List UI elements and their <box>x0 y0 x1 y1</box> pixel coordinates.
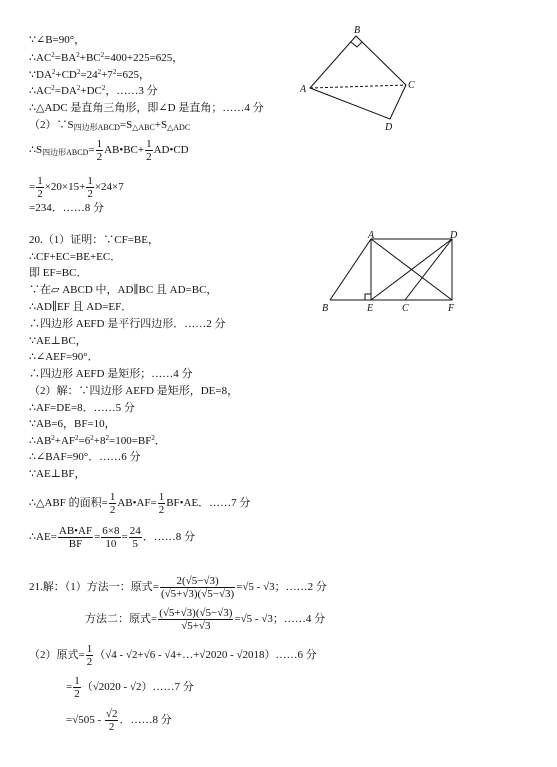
q19-line-2: $\therefore AC^2=BA^2+BC^2=400+225=625$， <box>29 51 184 64</box>
q20-line-6: ∴四边形 AEFD 是平行四边形．……2 分 <box>29 318 226 330</box>
fraction-24-over-5: $\frac{24}{5}$ <box>129 525 141 550</box>
q19-line-3: $\because DA^2+CD^2=24^2+7^2=625$， <box>29 68 151 81</box>
q20-line-17: ∴AE= $\frac{AB•AF}{BF}$ = $\frac{6\times 8}{10}$ = $\frac{24}{5}$ ．……8 分 <box>29 525 195 550</box>
q20-line-1: 20.（1）证明：∵CF=BE， <box>29 234 159 246</box>
q21-line-3: （2）原式= $\frac{1}{2}$ （√4 - √2+√6 - √4+…+√2020 - √2018）……6 分 <box>29 643 317 668</box>
label-b: B <box>354 25 361 36</box>
fraction-half: $\frac{1}{2}$ <box>86 643 93 668</box>
label-d: D <box>450 230 458 241</box>
fraction-method-one: $\frac{2(√5-√3)}{(√5+√3)(√5-√3)}$ <box>160 575 235 600</box>
label-d: D <box>385 122 393 133</box>
side-ab <box>330 239 371 300</box>
q20-line-2: ∴CF+EC=BE+EC． <box>29 251 122 263</box>
q19-line-1: ∵∠B=90°， <box>29 34 86 46</box>
label-e: E <box>367 303 374 314</box>
fraction-48-over-10: $\frac{6\times 8}{10}$ <box>102 525 120 550</box>
label-a: A <box>368 230 375 241</box>
q19-line-7: $\therefore S_{四边形ABCD}=$ $\frac{1}{2}$ AB•BC+ $\frac{1}{2}$ AD•CD <box>29 138 189 163</box>
fraction-half: $\frac{1}{2}$ <box>96 138 103 163</box>
diagonal-ac <box>310 85 406 88</box>
fraction-ab-af-over-bf: $\frac{AB•AF}{BF}$ <box>58 525 93 550</box>
fraction-half: $\frac{1}{2}$ <box>158 491 165 516</box>
q20-line-13: $\therefore AB^2+AF^2=6^2+8^2=100=BF^2$． <box>29 434 166 447</box>
label-f: F <box>448 303 455 314</box>
q19-line-4: $\therefore AC^2=DA^2+DC^2$，……3 分 <box>29 84 158 97</box>
q21-line-4: = $\frac{1}{2}$ （√2020 - √2）……7 分 <box>66 675 194 700</box>
q19-line-9: =234．……8 分 <box>29 202 104 214</box>
fraction-root2-over-2: $\frac{√2}{2}$ <box>105 708 118 733</box>
quadrilateral-outline <box>310 36 406 119</box>
q20-line-15: ∵AE⊥BF， <box>29 468 86 480</box>
q21-line-2: 方法二：原式= $\frac{(√5+√3)(√5-√3)}{√5+√3}$ =√5 - √3；……4 分 <box>85 607 326 632</box>
q20-line-11: ∴AF=DE=8．……5 分 <box>29 402 135 414</box>
label-b: B <box>322 303 329 314</box>
label-a: A <box>300 84 307 95</box>
right-angle-mark-b <box>351 42 362 47</box>
q20-line-4: ∵在▱ ABCD 中，AD∥BC 且 AD=BC， <box>29 284 218 296</box>
q21-line-5: =√505 - $\frac{√2}{2}$ ．……8 分 <box>66 708 172 733</box>
fraction-half: $\frac{1}{2}$ <box>87 175 93 200</box>
fraction-half: $\frac{1}{2}$ <box>109 491 116 516</box>
label-c: C <box>402 303 409 314</box>
q19-line-8: = $\frac{1}{2}$ ×20×15+ $\frac{1}{2}$ ×24×7 <box>29 175 124 200</box>
right-angle-mark-e <box>365 294 371 300</box>
fraction-half: $\frac{1}{2}$ <box>37 175 43 200</box>
q19-line-5: ∴△ADC 是直角三角形，即∠D 是直角；……4 分 <box>29 102 264 114</box>
q20-line-16: ∴△ABF 的面积= $\frac{1}{2}$ AB•AF= $\frac{1}{2}$ BF•AE．……7 分 <box>29 491 251 516</box>
fraction-half: $\frac{1}{2}$ <box>74 675 80 700</box>
q20-line-9: ∴四边形 AEFD 是矩形；……4 分 <box>29 368 193 380</box>
q19-line-6: $(2)\because S_{四边形ABCD}=S_{\triangle ABC}+S_{\triangle ADC}$ <box>29 119 191 132</box>
q20-line-14: ∴∠BAF=90°．……6 分 <box>29 451 141 463</box>
fraction-half: $\frac{1}{2}$ <box>146 138 152 163</box>
label-c: C <box>408 80 415 91</box>
q20-line-3: 即 EF=BC． <box>29 267 88 279</box>
q20-line-5: ∴AD∥EF 且 AD=EF． <box>29 301 133 313</box>
q20-line-8: ∴∠AEF=90°． <box>29 351 99 363</box>
q20-line-7: ∵AE⊥BC， <box>29 335 87 347</box>
q20-line-10: （2）解：∵四边形 AEFD 是矩形，DE=8， <box>29 385 239 397</box>
fraction-method-two: $\frac{(√5+√3)(√5-√3)}{√5+√3}$ <box>159 607 233 632</box>
q20-line-12: ∵AB=6，BF=10， <box>29 418 116 430</box>
parallelogram-figure <box>318 230 466 314</box>
quadrilateral-figure <box>296 24 426 136</box>
q21-line-1: 21.解：（1）方法一：原式= $\frac{2(√5-√3)}{(√5+√3)(√5-√3)}$ =√5 - √3；……2 分 <box>29 575 327 600</box>
